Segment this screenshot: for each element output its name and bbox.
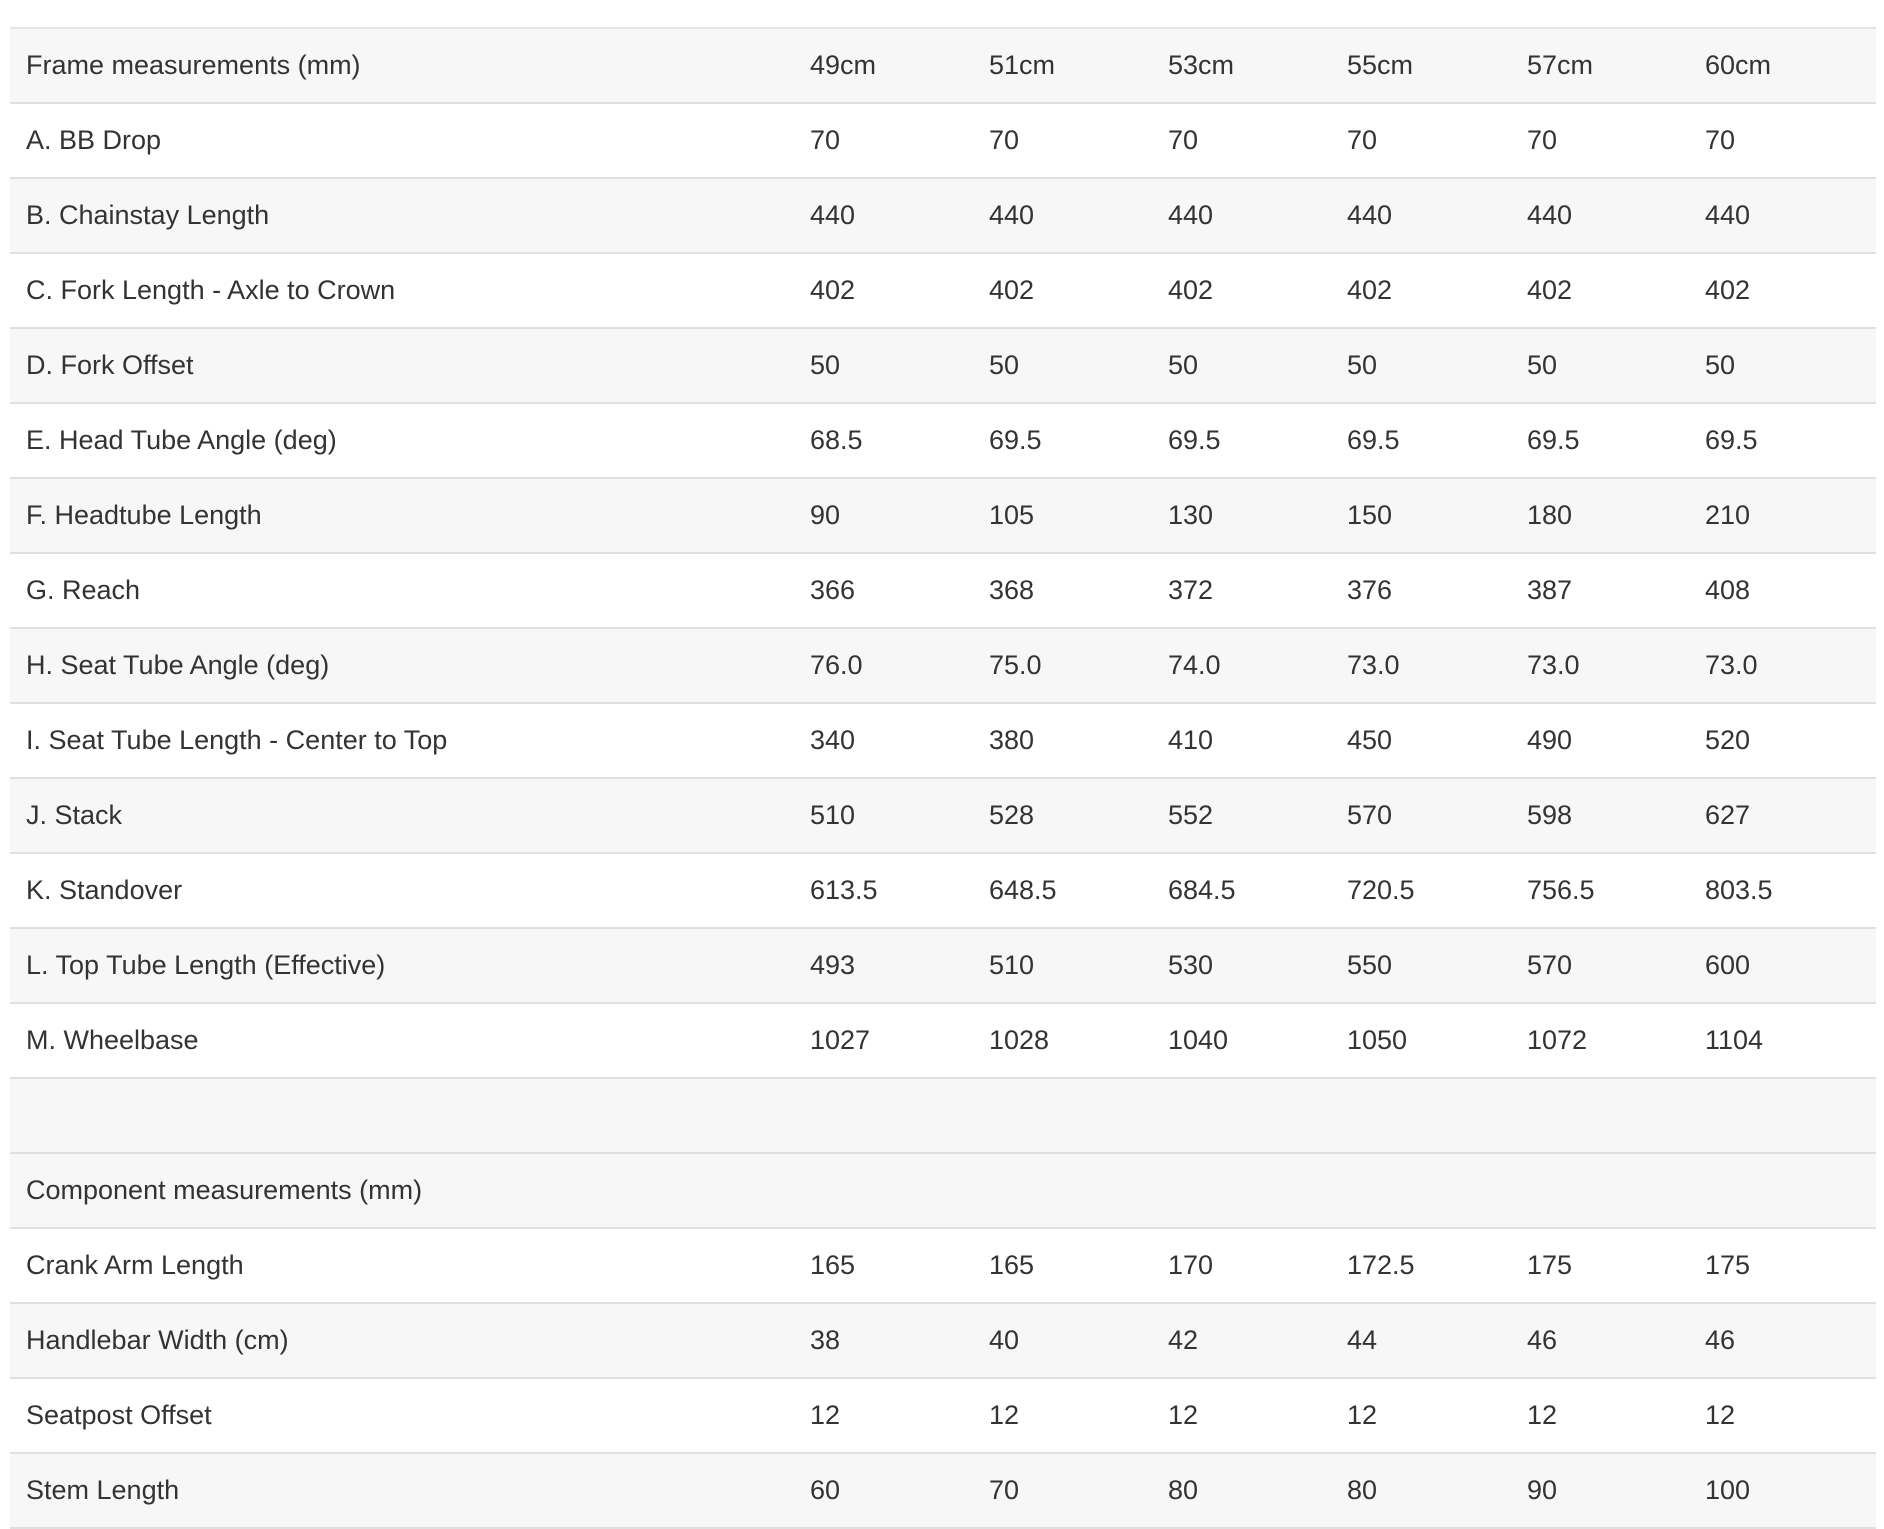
measurement-cell: 376	[1347, 553, 1527, 628]
measurement-cell: 68.5	[810, 403, 989, 478]
empty-cell	[810, 1153, 989, 1228]
frame-row	[10, 253, 1876, 328]
frame-header-row	[10, 28, 1876, 103]
measurement-cell: 440	[1527, 178, 1705, 253]
measurement-cell: 1027	[810, 1003, 989, 1078]
measurement-cell: 165	[989, 1228, 1168, 1303]
measurement-cell: 180	[1527, 478, 1705, 553]
empty-cell	[1168, 1153, 1347, 1228]
measurement-cell: 372	[1168, 553, 1347, 628]
measurement-cell: 12	[989, 1378, 1168, 1453]
empty-cell	[1527, 1153, 1705, 1228]
measurement-cell: 70	[989, 1453, 1168, 1528]
component-row	[10, 1228, 1876, 1303]
measurement-cell: 170	[1168, 1228, 1347, 1303]
component-row	[10, 1378, 1876, 1453]
measurement-cell: 340	[810, 703, 989, 778]
measurement-cell: 210	[1705, 478, 1876, 553]
empty-cell	[989, 1153, 1168, 1228]
frame-row	[10, 853, 1876, 928]
row-label: Stem Length	[10, 1453, 810, 1528]
row-label: F. Headtube Length	[10, 478, 810, 553]
measurement-cell: 75.0	[989, 628, 1168, 703]
measurement-cell: 70	[1168, 103, 1347, 178]
measurement-cell: 70	[1527, 103, 1705, 178]
row-label: Crank Arm Length	[10, 1228, 810, 1303]
measurement-cell: 552	[1168, 778, 1347, 853]
measurement-cell: 440	[1705, 178, 1876, 253]
measurement-cell: 570	[1347, 778, 1527, 853]
measurement-cell: 684.5	[1168, 853, 1347, 928]
measurement-cell: 44	[1347, 1303, 1527, 1378]
frame-row	[10, 1003, 1876, 1078]
measurement-cell: 600	[1705, 928, 1876, 1003]
row-label: Handlebar Width (cm)	[10, 1303, 810, 1378]
measurement-cell: 46	[1705, 1303, 1876, 1378]
measurement-cell: 510	[989, 928, 1168, 1003]
measurement-cell: 42	[1168, 1303, 1347, 1378]
measurement-cell: 756.5	[1527, 853, 1705, 928]
measurement-cell: 528	[989, 778, 1168, 853]
empty-cell	[1705, 1153, 1876, 1228]
measurement-cell: 440	[1347, 178, 1527, 253]
row-label: M. Wheelbase	[10, 1003, 810, 1078]
measurement-cell: 165	[810, 1228, 989, 1303]
row-label: A. BB Drop	[10, 103, 810, 178]
measurement-cell: 598	[1527, 778, 1705, 853]
size-column-header: 60cm	[1705, 28, 1876, 103]
component-row	[10, 1303, 1876, 1378]
measurement-cell: 50	[1705, 328, 1876, 403]
measurement-cell: 70	[1347, 103, 1527, 178]
size-column-header: 53cm	[1168, 28, 1347, 103]
measurement-cell: 76.0	[810, 628, 989, 703]
measurement-cell: 70	[810, 103, 989, 178]
frame-row	[10, 628, 1876, 703]
measurement-cell: 50	[1527, 328, 1705, 403]
row-label: L. Top Tube Length (Effective)	[10, 928, 810, 1003]
measurement-cell: 12	[1527, 1378, 1705, 1453]
measurement-cell: 73.0	[1527, 628, 1705, 703]
size-column-header: 57cm	[1527, 28, 1705, 103]
measurement-cell: 12	[1168, 1378, 1347, 1453]
measurement-cell: 402	[1527, 253, 1705, 328]
row-label: J. Stack	[10, 778, 810, 853]
measurement-cell: 1028	[989, 1003, 1168, 1078]
measurement-cell: 368	[989, 553, 1168, 628]
measurement-cell: 105	[989, 478, 1168, 553]
measurement-cell: 1104	[1705, 1003, 1876, 1078]
frame-row	[10, 103, 1876, 178]
component-row	[10, 1453, 1876, 1528]
measurement-cell: 70	[1705, 103, 1876, 178]
row-label: G. Reach	[10, 553, 810, 628]
section-title: Component measurements (mm)	[10, 1153, 810, 1228]
section-title: Frame measurements (mm)	[10, 28, 810, 103]
measurement-cell: 1072	[1527, 1003, 1705, 1078]
measurement-cell: 90	[1527, 1453, 1705, 1528]
measurement-cell: 74.0	[1168, 628, 1347, 703]
measurement-cell: 530	[1168, 928, 1347, 1003]
measurement-cell: 38	[810, 1303, 989, 1378]
measurement-cell: 50	[1347, 328, 1527, 403]
measurement-cell: 440	[989, 178, 1168, 253]
measurement-cell: 803.5	[1705, 853, 1876, 928]
measurement-cell: 402	[1168, 253, 1347, 328]
row-label: E. Head Tube Angle (deg)	[10, 403, 810, 478]
measurement-cell: 90	[810, 478, 989, 553]
size-column-header: 51cm	[989, 28, 1168, 103]
row-label: K. Standover	[10, 853, 810, 928]
measurement-cell: 493	[810, 928, 989, 1003]
measurement-cell: 69.5	[1347, 403, 1527, 478]
row-label: I. Seat Tube Length - Center to Top	[10, 703, 810, 778]
row-label: D. Fork Offset	[10, 328, 810, 403]
measurement-cell: 50	[989, 328, 1168, 403]
measurement-cell: 490	[1527, 703, 1705, 778]
measurement-cell: 440	[810, 178, 989, 253]
measurement-cell: 550	[1347, 928, 1527, 1003]
measurement-cell: 69.5	[989, 403, 1168, 478]
measurement-cell: 150	[1347, 478, 1527, 553]
frame-row	[10, 928, 1876, 1003]
frame-row	[10, 553, 1876, 628]
measurement-cell: 440	[1168, 178, 1347, 253]
size-column-header: 55cm	[1347, 28, 1527, 103]
measurement-cell: 70	[989, 103, 1168, 178]
row-label: H. Seat Tube Angle (deg)	[10, 628, 810, 703]
measurement-cell: 510	[810, 778, 989, 853]
measurement-cell: 100	[1705, 1453, 1876, 1528]
frame-row	[10, 703, 1876, 778]
measurement-cell: 130	[1168, 478, 1347, 553]
size-column-header: 49cm	[810, 28, 989, 103]
measurement-cell: 50	[1168, 328, 1347, 403]
measurement-cell: 648.5	[989, 853, 1168, 928]
section-divider-cell	[10, 1078, 1876, 1153]
geometry-table-container	[10, 27, 1876, 1529]
measurement-cell: 46	[1527, 1303, 1705, 1378]
measurement-cell: 73.0	[1705, 628, 1876, 703]
measurement-cell: 380	[989, 703, 1168, 778]
measurement-cell: 402	[1705, 253, 1876, 328]
measurement-cell: 80	[1168, 1453, 1347, 1528]
measurement-cell: 12	[810, 1378, 989, 1453]
measurement-cell: 73.0	[1347, 628, 1527, 703]
measurement-cell: 366	[810, 553, 989, 628]
section-divider	[10, 1078, 1876, 1153]
empty-cell	[1347, 1153, 1527, 1228]
measurement-cell: 1040	[1168, 1003, 1347, 1078]
measurement-cell: 69.5	[1168, 403, 1347, 478]
measurement-cell: 50	[810, 328, 989, 403]
measurement-cell: 40	[989, 1303, 1168, 1378]
measurement-cell: 520	[1705, 703, 1876, 778]
frame-row	[10, 403, 1876, 478]
frame-row	[10, 778, 1876, 853]
row-label: B. Chainstay Length	[10, 178, 810, 253]
measurement-cell: 175	[1705, 1228, 1876, 1303]
measurement-cell: 402	[989, 253, 1168, 328]
measurement-cell: 387	[1527, 553, 1705, 628]
row-label: Seatpost Offset	[10, 1378, 810, 1453]
geometry-table	[10, 27, 1876, 1529]
measurement-cell: 12	[1705, 1378, 1876, 1453]
measurement-cell: 408	[1705, 553, 1876, 628]
measurement-cell: 69.5	[1705, 403, 1876, 478]
frame-row	[10, 328, 1876, 403]
measurement-cell: 570	[1527, 928, 1705, 1003]
frame-row	[10, 478, 1876, 553]
measurement-cell: 720.5	[1347, 853, 1527, 928]
measurement-cell: 172.5	[1347, 1228, 1527, 1303]
measurement-cell: 627	[1705, 778, 1876, 853]
measurement-cell: 402	[810, 253, 989, 328]
component-header-row	[10, 1153, 1876, 1228]
row-label: C. Fork Length - Axle to Crown	[10, 253, 810, 328]
measurement-cell: 12	[1347, 1378, 1527, 1453]
measurement-cell: 1050	[1347, 1003, 1527, 1078]
frame-row	[10, 178, 1876, 253]
measurement-cell: 613.5	[810, 853, 989, 928]
measurement-cell: 69.5	[1527, 403, 1705, 478]
measurement-cell: 80	[1347, 1453, 1527, 1528]
measurement-cell: 402	[1347, 253, 1527, 328]
measurement-cell: 450	[1347, 703, 1527, 778]
measurement-cell: 410	[1168, 703, 1347, 778]
measurement-cell: 60	[810, 1453, 989, 1528]
measurement-cell: 175	[1527, 1228, 1705, 1303]
